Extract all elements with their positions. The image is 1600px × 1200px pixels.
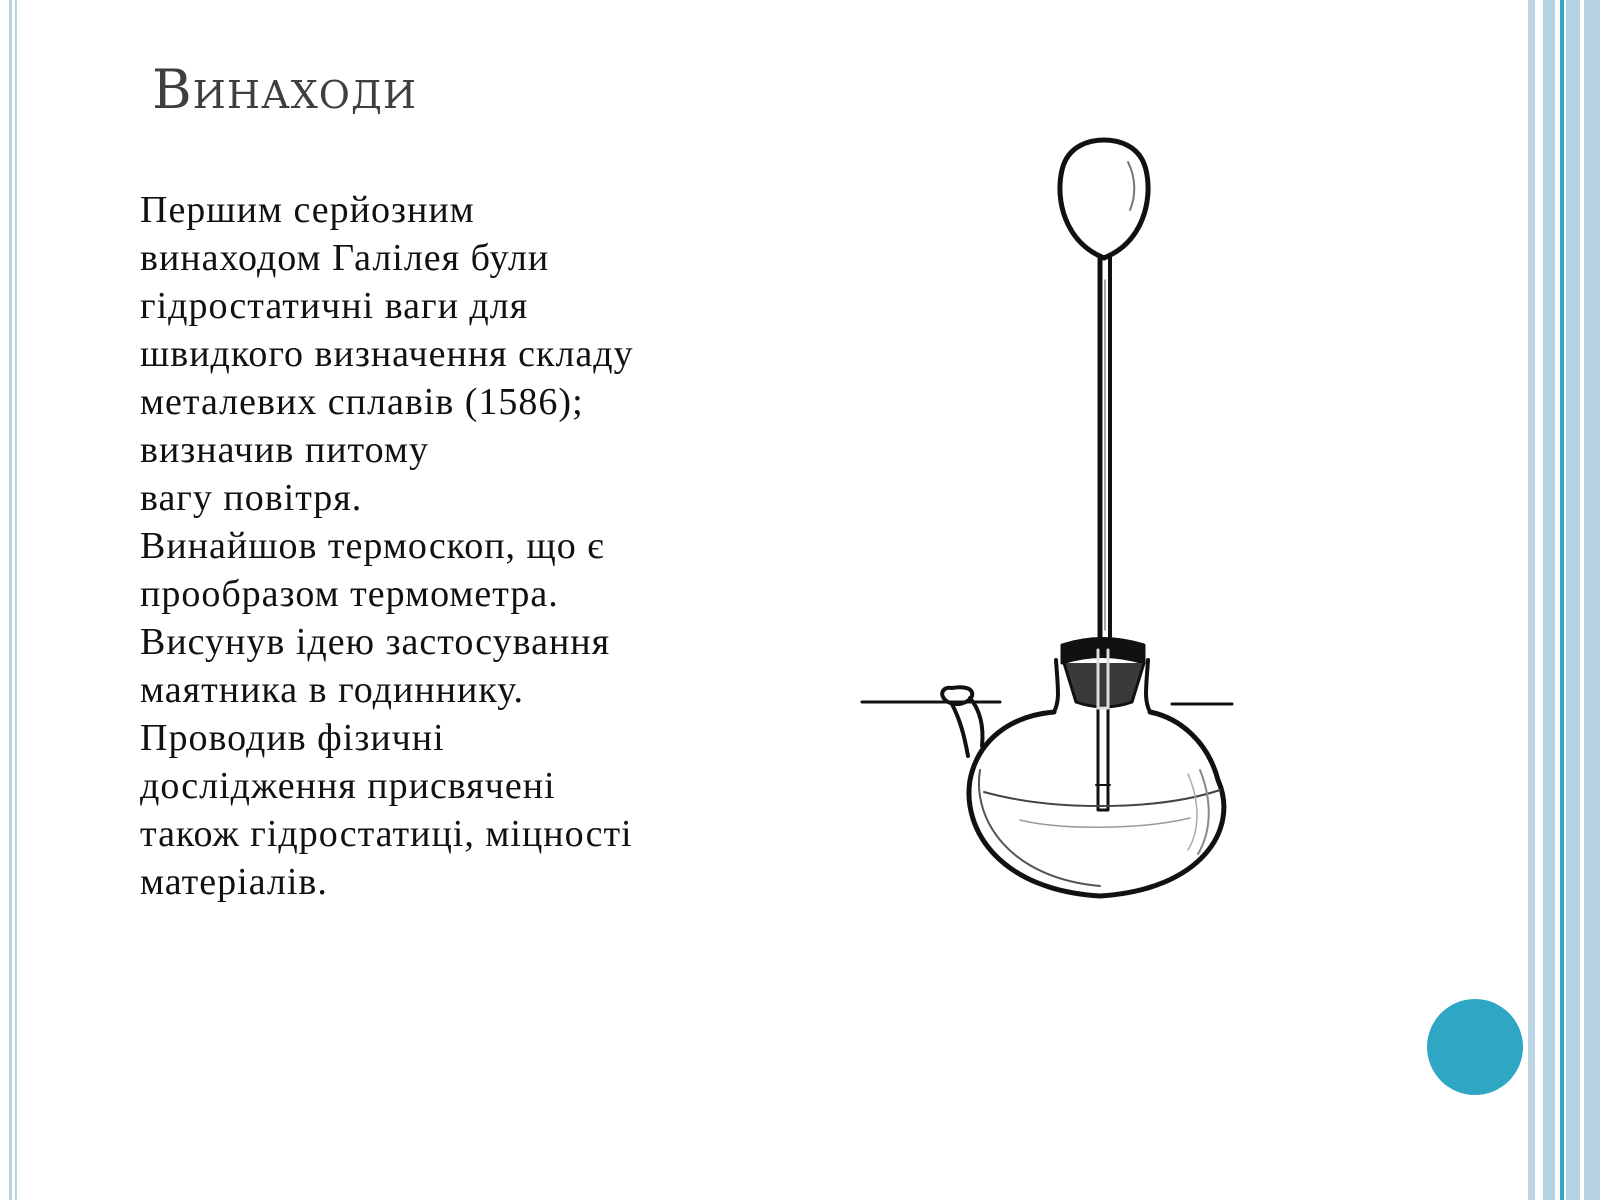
body-text [140, 186, 720, 906]
frame-line-left-inner [15, 0, 17, 1200]
body-line: винаходом Галілея були [140, 237, 550, 279]
frame-line-left [9, 0, 12, 1200]
body-line: дослідження присвячені [140, 765, 556, 807]
body-line: гідростатичні ваги для [140, 285, 529, 327]
frame-band-right-accent [1560, 0, 1564, 1200]
body-line: вагу повітря. [140, 477, 363, 519]
body-line: матеріалів. [140, 861, 328, 903]
frame-band-right-1 [1528, 0, 1535, 1200]
body-line: металевих сплавів (1586); [140, 381, 584, 423]
body-line: також гідростатиці, міцності [140, 813, 633, 855]
body-line: Першим серйозним [140, 189, 475, 231]
body-line: Проводив фізичні [140, 717, 445, 759]
frame-band-right-2 [1543, 0, 1555, 1200]
body-line: Висунув ідею застосування [140, 621, 611, 663]
slide-title: Винаходи [152, 58, 417, 121]
thermoscope-drawing-icon [860, 130, 1260, 930]
body-line: швидкого визначення складу [140, 333, 634, 375]
frame-band-right-4 [1584, 0, 1600, 1200]
frame-band-right-3 [1566, 0, 1580, 1200]
accent-circle [1427, 999, 1523, 1095]
body-line: маятника в годиннику. [140, 669, 524, 711]
body-line: визначив питому [140, 429, 429, 471]
body-line: Винайшов термоскоп, що є [140, 525, 605, 567]
body-line: прообразом термометра. [140, 573, 559, 615]
